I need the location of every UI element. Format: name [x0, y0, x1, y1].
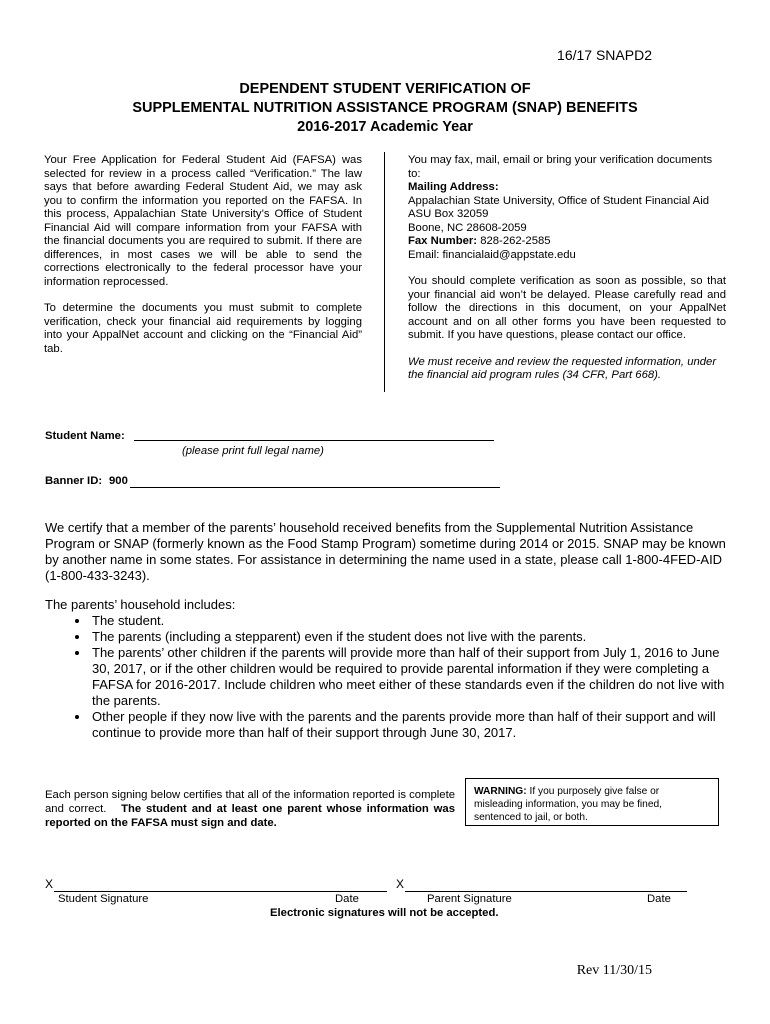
household-list [45, 613, 730, 741]
student-date-label: Date [335, 893, 359, 905]
address-line-1: Appalachian State University, Office of Student Financial Aid [408, 194, 709, 207]
page-title [0, 80, 770, 137]
submission-intro: You may fax, mail, email or bring your verification documents to: [408, 154, 713, 180]
household-heading: The parents’ household includes: [45, 597, 236, 612]
household-item: • The student. [90, 613, 730, 629]
warning-box [465, 778, 719, 826]
household-section [45, 597, 730, 741]
warning-text: If you purposely give false or misleading information, you may be fined, sentenced to jail, or both. [474, 786, 663, 823]
household-item: • The parents’ other children if the parents will provide more than half of their support from July 1, 2016 to June 30, 2017, or if the other children would be required to provide parental information if they were completing a FAFSA for 2016-2017. Include children who meet either of these standards even if the children do not live with the parents. [90, 645, 730, 709]
title-line-3: 2016-2017 Academic Year [297, 119, 473, 135]
signing-requirement: The student and at least one parent whose information was reported on the FAFSA must sign and date. [45, 803, 456, 829]
student-signature-field[interactable] [54, 890, 387, 892]
signing-text: Each person signing below certifies that all of the information reported is complete and correct. [45, 789, 455, 815]
column-divider [384, 152, 385, 392]
household-item: • Other people if they now live with the parents and the parents provide more than half of their support and will continue to provide more than half of their support through June 30, 2017. [90, 709, 730, 741]
student-signature-x: X [45, 877, 54, 891]
snap-certification-text: We certify that a member of the parents’ household received benefits from the Supplemental Nutrition Assistance Program or SNAP (formerly known as the Food Stamp Program) sometime during 2014 or 2015. SNAP may be known by another name in some states. For assistance in determining the name used in a state, please call 1-800-4FED-AID (1-800-433-3243). [45, 520, 726, 583]
electronic-signature-note: Electronic signatures will not be accepted. [270, 907, 499, 919]
parent-signature-x: X [396, 877, 405, 891]
program-rules-paragraph: We must receive and review the requested information, under the financial aid program rules (34 CFR, Part 668). [408, 355, 717, 381]
complete-asap-paragraph: You should complete verification as soon as possible, so that your financial aid won’t be delayed. Please carefully read and follow the directions in this document, on your AppalNet account and on all other forms you have been requested to submit. If you have questions, please contact our office. [408, 275, 726, 341]
banner-id-prefix: 900 [109, 475, 128, 487]
banner-id-label: Banner ID: [45, 475, 103, 487]
household-item: • The parents (including a stepparent) even if the student does not live with the parents. [90, 629, 730, 645]
parent-date-label: Date [647, 893, 671, 905]
documents-paragraph: To determine the documents you must submit to complete verification, check your financial aid requirements by logging into your AppalNet account and clicking on the “Financial Aid” tab. [44, 302, 362, 355]
mailing-address-label: Mailing Address: [408, 181, 499, 193]
fax-number: 828-262-2585 [480, 235, 551, 247]
title-line-1: DEPENDENT STUDENT VERIFICATION OF [239, 81, 531, 97]
student-name-label: Student Name: [45, 430, 125, 442]
signing-statement [45, 788, 455, 830]
address-line-3: Boone, NC 28608-2059 [408, 221, 527, 234]
intro-right-column [408, 154, 726, 383]
intro-left-column [44, 154, 362, 356]
banner-id-field[interactable] [130, 486, 500, 488]
warning-label: WARNING: [474, 786, 527, 797]
student-name-hint: (please print full legal name) [182, 445, 324, 457]
student-signature-label: Student Signature [58, 893, 149, 905]
parent-signature-label: Parent Signature [427, 893, 512, 905]
revision-date: Rev 11/30/15 [576, 963, 652, 978]
email-line: Email: financialaid@appstate.edu [408, 248, 576, 261]
form-code: 16/17 SNAPD2 [557, 47, 652, 63]
fax-label: Fax Number: [408, 235, 478, 247]
verification-paragraph: Your Free Application for Federal Student Aid (FAFSA) was selected for review in a process called “Verification.” The law says that before awarding Federal Student Aid, we may ask you to confirm the information you reported on the FAFSA. In this process, Appalachian State University’s Office of Student Financial Aid will compare information from your FAFSA with the financial documents you are required to submit. If there are differences, in most cases we will be able to send the corrections electronically to the federal processor have your information reprocessed. [44, 154, 362, 288]
snap-certification [45, 520, 730, 584]
student-name-field[interactable] [134, 439, 494, 441]
title-line-2: SUPPLEMENTAL NUTRITION ASSISTANCE PROGRAM (SNAP) BENEFITS [132, 100, 638, 116]
address-line-2: ASU Box 32059 [408, 208, 489, 220]
parent-signature-field[interactable] [405, 890, 687, 892]
